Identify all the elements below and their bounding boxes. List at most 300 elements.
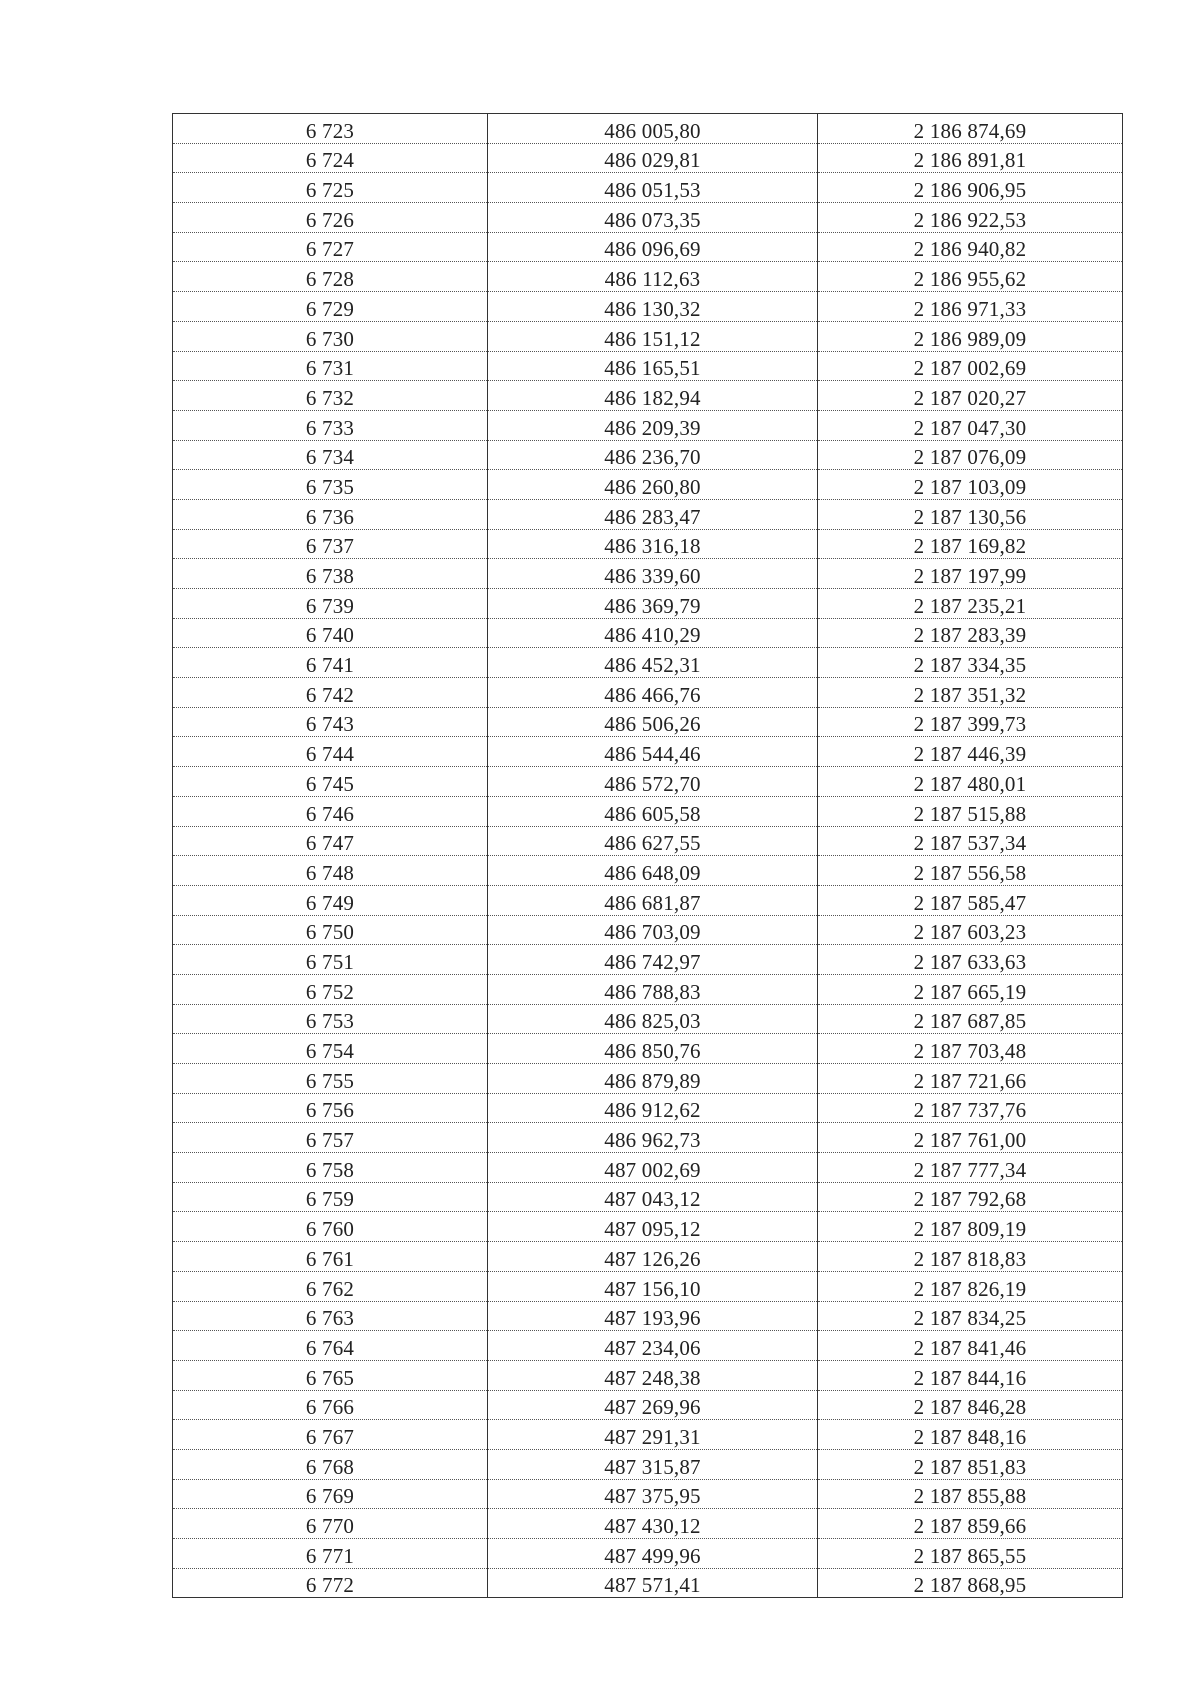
cell-text: 486 605,58 bbox=[604, 801, 701, 826]
cell-text: 486 182,94 bbox=[604, 385, 701, 410]
cell-text: 6 750 bbox=[305, 920, 355, 945]
y-coordinate-cell bbox=[818, 470, 1123, 500]
cell-text: 486 151,12 bbox=[604, 326, 701, 351]
table-row bbox=[173, 440, 1123, 470]
point-number-cell bbox=[173, 1539, 488, 1569]
point-number-cell bbox=[173, 915, 488, 945]
x-coordinate-cell bbox=[488, 1064, 818, 1094]
x-coordinate-cell bbox=[488, 1449, 818, 1479]
x-coordinate-cell bbox=[488, 974, 818, 1004]
table-row bbox=[173, 1449, 1123, 1479]
x-coordinate-cell bbox=[488, 648, 818, 678]
cell-text: 486 005,80 bbox=[604, 118, 701, 143]
cell-text: 2 187 851,83 bbox=[913, 1454, 1027, 1479]
x-coordinate-cell bbox=[488, 351, 818, 381]
x-coordinate-cell bbox=[488, 1004, 818, 1034]
point-number-cell bbox=[173, 1093, 488, 1123]
x-coordinate-cell bbox=[488, 1568, 818, 1598]
cell-text: 486 316,18 bbox=[604, 534, 701, 559]
cell-text: 2 187 818,83 bbox=[913, 1246, 1027, 1271]
y-coordinate-cell bbox=[818, 1390, 1123, 1420]
x-coordinate-cell bbox=[488, 1509, 818, 1539]
coordinates-table bbox=[172, 113, 1123, 1598]
table-row bbox=[173, 529, 1123, 559]
y-coordinate-cell bbox=[818, 559, 1123, 589]
table-row bbox=[173, 1153, 1123, 1183]
y-coordinate-cell bbox=[818, 114, 1123, 144]
table-row bbox=[173, 321, 1123, 351]
point-number-cell bbox=[173, 1331, 488, 1361]
point-number-cell bbox=[173, 499, 488, 529]
cell-text: 2 186 891,81 bbox=[913, 148, 1027, 173]
cell-text: 6 731 bbox=[305, 356, 355, 381]
y-coordinate-cell bbox=[818, 1509, 1123, 1539]
cell-text: 2 187 480,01 bbox=[913, 771, 1027, 796]
point-number-cell bbox=[173, 1034, 488, 1064]
cell-text: 487 043,12 bbox=[604, 1187, 701, 1212]
table-row bbox=[173, 143, 1123, 173]
cell-text: 6 726 bbox=[305, 207, 355, 232]
point-number-cell bbox=[173, 292, 488, 322]
point-number-cell bbox=[173, 1360, 488, 1390]
y-coordinate-cell bbox=[818, 618, 1123, 648]
table-row bbox=[173, 589, 1123, 619]
table-row bbox=[173, 856, 1123, 886]
cell-text: 2 187 859,66 bbox=[913, 1514, 1027, 1538]
y-coordinate-cell bbox=[818, 1153, 1123, 1183]
table-row bbox=[173, 1212, 1123, 1242]
y-coordinate-cell bbox=[818, 767, 1123, 797]
cell-text: 486 962,73 bbox=[604, 1128, 701, 1153]
point-number-cell bbox=[173, 143, 488, 173]
cell-text: 487 156,10 bbox=[604, 1276, 701, 1301]
table-row bbox=[173, 1509, 1123, 1539]
cell-text: 486 452,31 bbox=[604, 653, 701, 678]
cell-text: 6 757 bbox=[305, 1128, 355, 1153]
table-row bbox=[173, 203, 1123, 233]
y-coordinate-cell bbox=[818, 678, 1123, 708]
x-coordinate-cell bbox=[488, 618, 818, 648]
point-number-cell bbox=[173, 1420, 488, 1450]
y-coordinate-cell bbox=[818, 1539, 1123, 1569]
cell-text: 6 724 bbox=[305, 148, 355, 173]
point-number-cell bbox=[173, 321, 488, 351]
y-coordinate-cell bbox=[818, 826, 1123, 856]
y-coordinate-cell bbox=[818, 203, 1123, 233]
table-row bbox=[173, 1242, 1123, 1272]
table-row bbox=[173, 470, 1123, 500]
point-number-cell bbox=[173, 737, 488, 767]
cell-text: 486 369,79 bbox=[604, 593, 701, 618]
cell-text: 6 753 bbox=[305, 1009, 355, 1034]
point-number-cell bbox=[173, 1123, 488, 1153]
point-number-cell bbox=[173, 796, 488, 826]
cell-text: 486 788,83 bbox=[604, 979, 701, 1004]
table-row bbox=[173, 1123, 1123, 1153]
x-coordinate-cell bbox=[488, 826, 818, 856]
point-number-cell bbox=[173, 440, 488, 470]
x-coordinate-cell bbox=[488, 1182, 818, 1212]
x-coordinate-cell bbox=[488, 1123, 818, 1153]
x-coordinate-cell bbox=[488, 1212, 818, 1242]
x-coordinate-cell bbox=[488, 1420, 818, 1450]
cell-text: 2 187 556,58 bbox=[913, 860, 1027, 885]
y-coordinate-cell bbox=[818, 589, 1123, 619]
cell-text: 6 733 bbox=[305, 415, 355, 440]
table-row bbox=[173, 707, 1123, 737]
cell-text: 6 729 bbox=[305, 296, 355, 321]
x-coordinate-cell bbox=[488, 381, 818, 411]
point-number-cell bbox=[173, 1182, 488, 1212]
cell-text: 6 765 bbox=[305, 1365, 355, 1390]
cell-text: 486 096,69 bbox=[604, 237, 701, 262]
cell-text: 486 130,32 bbox=[604, 296, 701, 321]
cell-text: 6 727 bbox=[305, 237, 355, 262]
y-coordinate-cell bbox=[818, 529, 1123, 559]
point-number-cell bbox=[173, 1064, 488, 1094]
point-number-cell bbox=[173, 559, 488, 589]
table-row bbox=[173, 351, 1123, 381]
cell-text: 6 749 bbox=[305, 890, 355, 915]
y-coordinate-cell bbox=[818, 292, 1123, 322]
cell-text: 6 752 bbox=[305, 979, 355, 1004]
y-coordinate-cell bbox=[818, 440, 1123, 470]
cell-text: 2 187 703,48 bbox=[913, 1039, 1027, 1063]
cell-text: 6 764 bbox=[305, 1335, 355, 1360]
cell-text: 6 738 bbox=[305, 564, 355, 588]
cell-text: 2 186 940,82 bbox=[913, 237, 1027, 262]
point-number-cell bbox=[173, 470, 488, 500]
point-number-cell bbox=[173, 885, 488, 915]
x-coordinate-cell bbox=[488, 1271, 818, 1301]
y-coordinate-cell bbox=[818, 232, 1123, 262]
table-row bbox=[173, 1360, 1123, 1390]
cell-text: 6 771 bbox=[305, 1543, 355, 1568]
cell-text: 487 126,26 bbox=[604, 1246, 701, 1271]
y-coordinate-cell bbox=[818, 1568, 1123, 1598]
x-coordinate-cell bbox=[488, 1539, 818, 1569]
table-row bbox=[173, 1064, 1123, 1094]
x-coordinate-cell bbox=[488, 796, 818, 826]
table-row bbox=[173, 173, 1123, 203]
cell-text: 6 766 bbox=[305, 1395, 355, 1420]
x-coordinate-cell bbox=[488, 707, 818, 737]
point-number-cell bbox=[173, 1242, 488, 1272]
point-number-cell bbox=[173, 974, 488, 1004]
y-coordinate-cell bbox=[818, 381, 1123, 411]
cell-text: 6 737 bbox=[305, 534, 355, 559]
y-coordinate-cell bbox=[818, 1004, 1123, 1034]
cell-text: 2 187 446,39 bbox=[913, 742, 1027, 767]
x-coordinate-cell bbox=[488, 1301, 818, 1331]
point-number-cell bbox=[173, 678, 488, 708]
table-row bbox=[173, 381, 1123, 411]
y-coordinate-cell bbox=[818, 1034, 1123, 1064]
table-row bbox=[173, 410, 1123, 440]
cell-text: 2 187 334,35 bbox=[913, 653, 1027, 678]
cell-text: 486 466,76 bbox=[604, 682, 701, 707]
y-coordinate-cell bbox=[818, 173, 1123, 203]
table-row bbox=[173, 1301, 1123, 1331]
cell-text: 486 912,62 bbox=[604, 1098, 701, 1123]
cell-text: 2 187 665,19 bbox=[913, 979, 1027, 1004]
point-number-cell bbox=[173, 529, 488, 559]
cell-text: 486 339,60 bbox=[604, 564, 701, 588]
y-coordinate-cell bbox=[818, 1479, 1123, 1509]
table-row bbox=[173, 767, 1123, 797]
y-coordinate-cell bbox=[818, 1420, 1123, 1450]
point-number-cell bbox=[173, 589, 488, 619]
cell-text: 486 051,53 bbox=[604, 178, 701, 203]
point-number-cell bbox=[173, 826, 488, 856]
x-coordinate-cell bbox=[488, 470, 818, 500]
cell-text: 487 375,95 bbox=[604, 1484, 701, 1509]
cell-text: 486 544,46 bbox=[604, 742, 701, 767]
cell-text: 487 499,96 bbox=[604, 1543, 701, 1568]
point-number-cell bbox=[173, 203, 488, 233]
y-coordinate-cell bbox=[818, 796, 1123, 826]
cell-text: 2 187 283,39 bbox=[913, 623, 1027, 648]
x-coordinate-cell bbox=[488, 856, 818, 886]
table-row bbox=[173, 1420, 1123, 1450]
x-coordinate-cell bbox=[488, 143, 818, 173]
cell-text: 2 187 603,23 bbox=[913, 920, 1027, 945]
point-number-cell bbox=[173, 1479, 488, 1509]
x-coordinate-cell bbox=[488, 945, 818, 975]
point-number-cell bbox=[173, 767, 488, 797]
cell-text: 6 730 bbox=[305, 326, 355, 351]
table-row bbox=[173, 1182, 1123, 1212]
x-coordinate-cell bbox=[488, 559, 818, 589]
y-coordinate-cell bbox=[818, 1182, 1123, 1212]
cell-text: 6 744 bbox=[305, 742, 355, 767]
table-row bbox=[173, 618, 1123, 648]
cell-text: 486 572,70 bbox=[604, 771, 701, 796]
cell-text: 2 187 826,19 bbox=[913, 1276, 1027, 1301]
cell-text: 6 769 bbox=[305, 1484, 355, 1509]
x-coordinate-cell bbox=[488, 499, 818, 529]
point-number-cell bbox=[173, 1153, 488, 1183]
y-coordinate-cell bbox=[818, 1242, 1123, 1272]
table-row bbox=[173, 974, 1123, 1004]
cell-text: 2 187 103,09 bbox=[913, 474, 1027, 499]
x-coordinate-cell bbox=[488, 232, 818, 262]
cell-text: 486 073,35 bbox=[604, 207, 701, 232]
cell-text: 6 748 bbox=[305, 860, 355, 885]
y-coordinate-cell bbox=[818, 945, 1123, 975]
cell-text: 2 187 868,95 bbox=[913, 1573, 1027, 1598]
point-number-cell bbox=[173, 232, 488, 262]
point-number-cell bbox=[173, 381, 488, 411]
y-coordinate-cell bbox=[818, 351, 1123, 381]
point-number-cell bbox=[173, 1301, 488, 1331]
point-number-cell bbox=[173, 410, 488, 440]
x-coordinate-cell bbox=[488, 1153, 818, 1183]
point-number-cell bbox=[173, 856, 488, 886]
x-coordinate-cell bbox=[488, 114, 818, 144]
table-row bbox=[173, 1034, 1123, 1064]
x-coordinate-cell bbox=[488, 1390, 818, 1420]
coordinates-table-body bbox=[173, 114, 1123, 1598]
y-coordinate-cell bbox=[818, 648, 1123, 678]
cell-text: 486 850,76 bbox=[604, 1039, 701, 1063]
y-coordinate-cell bbox=[818, 410, 1123, 440]
cell-text: 6 734 bbox=[305, 445, 355, 470]
cell-text: 6 767 bbox=[305, 1424, 355, 1449]
table-row bbox=[173, 559, 1123, 589]
cell-text: 487 269,96 bbox=[604, 1395, 701, 1420]
y-coordinate-cell bbox=[818, 321, 1123, 351]
table-row bbox=[173, 1004, 1123, 1034]
cell-text: 486 112,63 bbox=[604, 267, 701, 292]
cell-text: 2 187 351,32 bbox=[913, 682, 1027, 707]
y-coordinate-cell bbox=[818, 974, 1123, 1004]
y-coordinate-cell bbox=[818, 885, 1123, 915]
cell-text: 2 187 047,30 bbox=[913, 415, 1027, 440]
x-coordinate-cell bbox=[488, 1034, 818, 1064]
cell-text: 486 648,09 bbox=[604, 860, 701, 885]
y-coordinate-cell bbox=[818, 1064, 1123, 1094]
cell-text: 487 430,12 bbox=[604, 1514, 701, 1538]
cell-text: 2 187 515,88 bbox=[913, 801, 1027, 826]
table-row bbox=[173, 885, 1123, 915]
x-coordinate-cell bbox=[488, 262, 818, 292]
cell-text: 487 248,38 bbox=[604, 1365, 701, 1390]
point-number-cell bbox=[173, 1004, 488, 1034]
cell-text: 2 187 399,73 bbox=[913, 712, 1027, 737]
cell-text: 6 755 bbox=[305, 1068, 355, 1093]
y-coordinate-cell bbox=[818, 1093, 1123, 1123]
cell-text: 2 186 922,53 bbox=[913, 207, 1027, 232]
point-number-cell bbox=[173, 1271, 488, 1301]
point-number-cell bbox=[173, 114, 488, 144]
x-coordinate-cell bbox=[488, 440, 818, 470]
cell-text: 2 187 841,46 bbox=[913, 1335, 1027, 1360]
x-coordinate-cell bbox=[488, 1331, 818, 1361]
cell-text: 2 186 906,95 bbox=[913, 178, 1027, 203]
cell-text: 6 762 bbox=[305, 1276, 355, 1301]
point-number-cell bbox=[173, 707, 488, 737]
cell-text: 486 209,39 bbox=[604, 415, 701, 440]
cell-text: 6 747 bbox=[305, 831, 355, 856]
y-coordinate-cell bbox=[818, 499, 1123, 529]
cell-text: 6 739 bbox=[305, 593, 355, 618]
point-number-cell bbox=[173, 945, 488, 975]
table-row bbox=[173, 915, 1123, 945]
table-row bbox=[173, 1568, 1123, 1598]
cell-text: 2 187 197,99 bbox=[913, 564, 1027, 588]
table-row bbox=[173, 114, 1123, 144]
x-coordinate-cell bbox=[488, 173, 818, 203]
cell-text: 6 728 bbox=[305, 267, 355, 292]
cell-text: 486 260,80 bbox=[604, 474, 701, 499]
cell-text: 2 187 848,16 bbox=[913, 1424, 1027, 1449]
cell-text: 6 735 bbox=[305, 474, 355, 499]
y-coordinate-cell bbox=[818, 143, 1123, 173]
cell-text: 2 187 585,47 bbox=[913, 890, 1027, 915]
table-row bbox=[173, 648, 1123, 678]
cell-text: 486 742,97 bbox=[604, 949, 701, 974]
table-row bbox=[173, 826, 1123, 856]
point-number-cell bbox=[173, 1212, 488, 1242]
cell-text: 2 187 737,76 bbox=[913, 1098, 1027, 1123]
cell-text: 2 187 721,66 bbox=[913, 1068, 1027, 1093]
point-number-cell bbox=[173, 262, 488, 292]
x-coordinate-cell bbox=[488, 1093, 818, 1123]
x-coordinate-cell bbox=[488, 1360, 818, 1390]
cell-text: 6 743 bbox=[305, 712, 355, 737]
cell-text: 6 760 bbox=[305, 1217, 355, 1242]
cell-text: 6 761 bbox=[305, 1246, 355, 1271]
cell-text: 487 193,96 bbox=[604, 1306, 701, 1331]
cell-text: 2 186 971,33 bbox=[913, 296, 1027, 321]
cell-text: 2 187 809,19 bbox=[913, 1217, 1027, 1242]
cell-text: 2 187 834,25 bbox=[913, 1306, 1027, 1331]
cell-text: 6 742 bbox=[305, 682, 355, 707]
cell-text: 2 187 002,69 bbox=[913, 356, 1027, 381]
cell-text: 2 187 130,56 bbox=[913, 504, 1027, 529]
cell-text: 6 763 bbox=[305, 1306, 355, 1331]
cell-text: 2 187 855,88 bbox=[913, 1484, 1027, 1509]
y-coordinate-cell bbox=[818, 1123, 1123, 1153]
cell-text: 6 768 bbox=[305, 1454, 355, 1479]
cell-text: 486 825,03 bbox=[604, 1009, 701, 1034]
point-number-cell bbox=[173, 648, 488, 678]
table-row bbox=[173, 1093, 1123, 1123]
table-row bbox=[173, 1331, 1123, 1361]
x-coordinate-cell bbox=[488, 767, 818, 797]
cell-text: 6 754 bbox=[305, 1039, 355, 1063]
x-coordinate-cell bbox=[488, 292, 818, 322]
cell-text: 486 165,51 bbox=[604, 356, 701, 381]
cell-text: 2 187 865,55 bbox=[913, 1543, 1027, 1568]
cell-text: 486 283,47 bbox=[604, 504, 701, 529]
cell-text: 2 187 777,34 bbox=[913, 1157, 1027, 1182]
y-coordinate-cell bbox=[818, 915, 1123, 945]
y-coordinate-cell bbox=[818, 737, 1123, 767]
cell-text: 2 186 989,09 bbox=[913, 326, 1027, 351]
cell-text: 2 187 169,82 bbox=[913, 534, 1027, 559]
table-row bbox=[173, 262, 1123, 292]
cell-text: 487 315,87 bbox=[604, 1454, 701, 1479]
table-row bbox=[173, 499, 1123, 529]
point-number-cell bbox=[173, 1449, 488, 1479]
cell-text: 486 029,81 bbox=[604, 148, 701, 173]
x-coordinate-cell bbox=[488, 915, 818, 945]
y-coordinate-cell bbox=[818, 1360, 1123, 1390]
cell-text: 487 095,12 bbox=[604, 1217, 701, 1242]
y-coordinate-cell bbox=[818, 1331, 1123, 1361]
cell-text: 486 627,55 bbox=[604, 831, 701, 856]
cell-text: 2 187 537,34 bbox=[913, 831, 1027, 856]
cell-text: 2 186 955,62 bbox=[913, 267, 1027, 292]
cell-text: 6 725 bbox=[305, 178, 355, 203]
cell-text: 2 187 761,00 bbox=[913, 1128, 1027, 1153]
cell-text: 6 723 bbox=[305, 118, 355, 143]
cell-text: 6 732 bbox=[305, 385, 355, 410]
point-number-cell bbox=[173, 351, 488, 381]
table-row bbox=[173, 945, 1123, 975]
cell-text: 6 772 bbox=[305, 1573, 355, 1598]
table-row bbox=[173, 678, 1123, 708]
cell-text: 2 187 076,09 bbox=[913, 445, 1027, 470]
cell-text: 2 187 020,27 bbox=[913, 385, 1027, 410]
x-coordinate-cell bbox=[488, 885, 818, 915]
point-number-cell bbox=[173, 618, 488, 648]
x-coordinate-cell bbox=[488, 737, 818, 767]
x-coordinate-cell bbox=[488, 1479, 818, 1509]
cell-text: 6 746 bbox=[305, 801, 355, 826]
